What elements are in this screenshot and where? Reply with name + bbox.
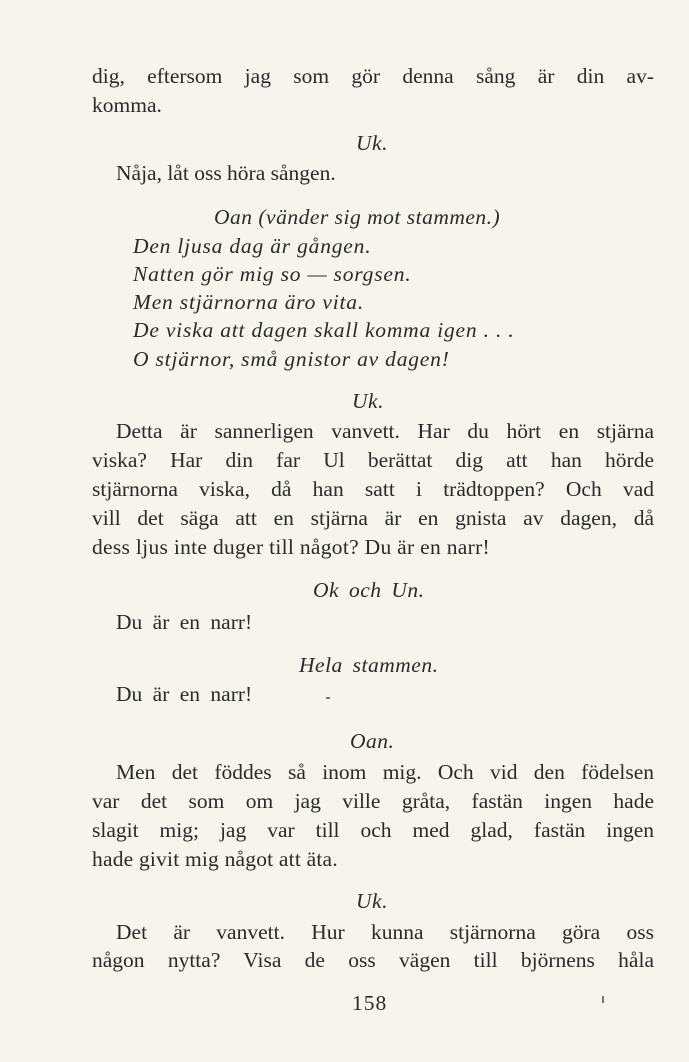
dialogue-line: var det som om jag ville gråta, fastän ingen hade bbox=[92, 789, 654, 813]
dialogue-line: vill det säga att en stjärna är en gnista av dagen, då bbox=[92, 506, 654, 530]
speaker-name: Ok och Un. bbox=[313, 578, 425, 602]
speaker-name: Hela stammen. bbox=[299, 653, 439, 677]
dialogue-line: dess ljus inte duger till något? Du är en narr! bbox=[92, 535, 491, 559]
dialogue-line: hade givit mig något att äta. bbox=[92, 847, 338, 871]
speaker-name: Uk. bbox=[352, 389, 384, 413]
dialogue-line: Detta är sannerligen vanvett. Har du hört en stjärna bbox=[116, 419, 654, 443]
stray-mark bbox=[326, 697, 330, 699]
paragraph-line: dig, eftersom jag som gör denna sång är din av- bbox=[92, 64, 654, 88]
dialogue-line: Du är en narr! bbox=[116, 610, 253, 634]
dialogue-line: viska? Har din far Ul berättat dig att han hörde bbox=[92, 448, 654, 472]
speaker-name: Uk. bbox=[356, 131, 388, 155]
verse-line: De viska att dagen skall komma igen . . . bbox=[133, 318, 515, 342]
dialogue-line: stjärnorna viska, då han satt i trädtoppen? Och vad bbox=[92, 477, 654, 501]
verse-line: O stjärnor, små gnistor av dagen! bbox=[133, 347, 450, 371]
dialogue-line: någon nytta? Visa de oss vägen till björnens håla bbox=[92, 948, 654, 972]
speaker-name: Uk. bbox=[356, 889, 388, 913]
stray-mark bbox=[602, 996, 604, 1003]
speaker-name: Oan (vänder sig mot stammen.) bbox=[214, 205, 501, 229]
verse-line: Den ljusa dag är gången. bbox=[133, 234, 372, 258]
dialogue-line: Du är en narr! bbox=[116, 682, 253, 706]
speaker-name: Oan. bbox=[350, 729, 395, 753]
dialogue-line: Nåja, låt oss höra sången. bbox=[116, 161, 336, 185]
page-number: 158 bbox=[352, 991, 388, 1015]
verse-line: Men stjärnorna äro vita. bbox=[133, 290, 365, 314]
dialogue-line: Det är vanvett. Hur kunna stjärnorna göra oss bbox=[116, 920, 654, 944]
paragraph-line: komma. bbox=[92, 93, 162, 117]
verse-line: Natten gör mig so — sorgsen. bbox=[133, 262, 412, 286]
dialogue-line: slagit mig; jag var till och med glad, fastän ingen bbox=[92, 818, 654, 842]
dialogue-line: Men det föddes så inom mig. Och vid den födelsen bbox=[116, 760, 654, 784]
